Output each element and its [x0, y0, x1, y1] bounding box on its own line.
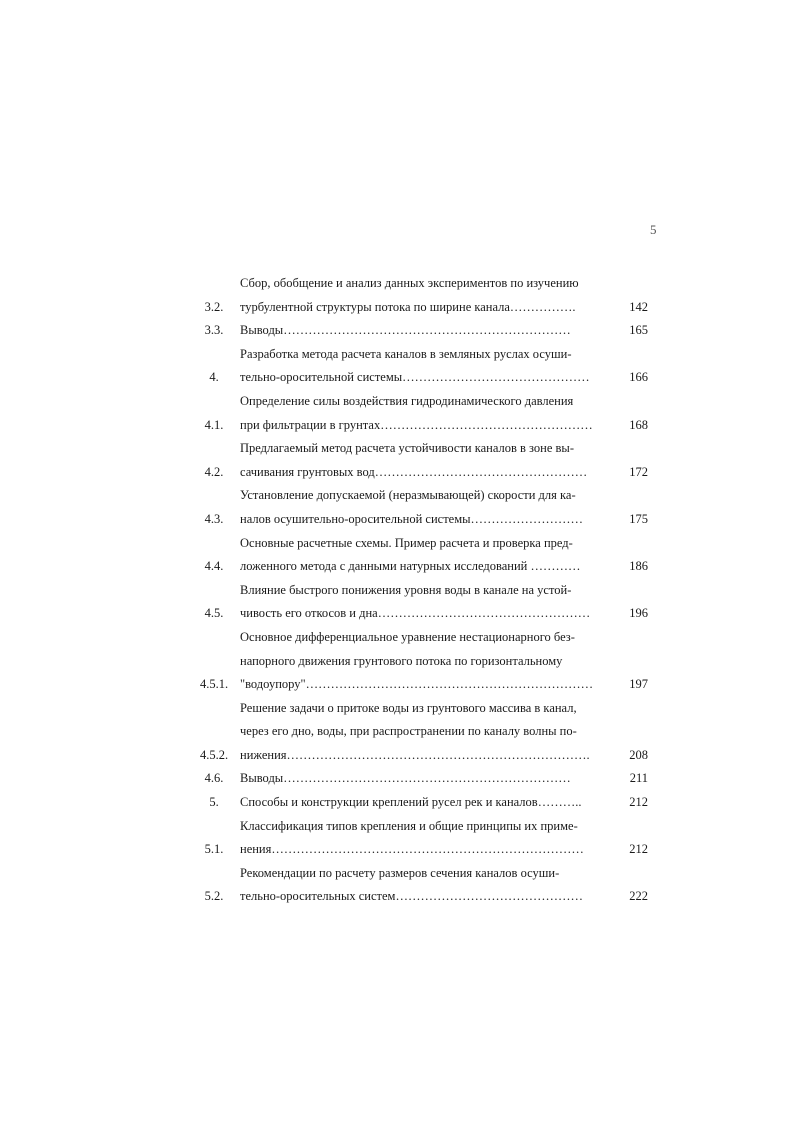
toc-entry	[188, 862, 648, 909]
toc-entry-number: 4.5.1.	[199, 677, 229, 692]
toc-entry-number: 4.2.	[204, 464, 224, 479]
toc-entry-page: 212	[629, 795, 648, 810]
toc-entry-text-line: Классификация типов крепления и общие принципы их приме-	[240, 818, 578, 833]
toc-entry	[188, 272, 648, 319]
page-number: 5	[650, 222, 657, 237]
toc-entry-number: 4.5.2.	[199, 747, 229, 762]
toc-entry-text-line: Способы и конструкции креплений русел рек и каналов………..	[240, 795, 582, 810]
table-of-contents	[188, 272, 648, 909]
toc-entry-page: 186	[629, 559, 648, 574]
toc-entry	[188, 815, 648, 862]
toc-entry	[188, 697, 648, 768]
toc-entry	[188, 437, 648, 484]
toc-entry-text-line: Сбор, обобщение и анализ данных экспериментов по изучению	[240, 276, 579, 290]
toc-entry-page: 168	[629, 417, 648, 432]
toc-entry-text-line: нижения……………………………………………………………….	[240, 747, 590, 762]
toc-entry-text-line: Установление допускаемой (неразмывающей) скорости для ка-	[240, 488, 576, 503]
toc-entry-text-line: Разработка метода расчета каналов в земляных руслах осуши-	[240, 346, 572, 361]
toc-entry-number: 4.	[209, 370, 219, 385]
toc-entry-page: 142	[629, 299, 648, 314]
toc-entry-page: 172	[629, 464, 648, 479]
toc-entry-number: 4.3.	[204, 511, 224, 526]
toc-entry-number: 5.2.	[204, 889, 224, 904]
toc-entry-page: 196	[629, 606, 648, 621]
toc-entry-text-line: "водоупору"……………………………………………………………	[240, 677, 594, 692]
toc-entry-text-line: тельно-оросительной системы………………………………………	[240, 370, 590, 385]
toc-entry-text-line: сачивания грунтовых вод……………………………………………	[240, 464, 588, 479]
toc-entry	[188, 343, 648, 390]
toc-entry-number: 5.1.	[204, 842, 224, 857]
toc-entry-number: 3.3.	[204, 323, 224, 338]
toc-entry	[188, 767, 648, 791]
toc-entry-page: 208	[629, 747, 648, 762]
toc-entry	[188, 579, 648, 626]
toc-entry-number: 4.1.	[204, 417, 224, 432]
toc-entry-text-line: напорного движения грунтового потока по горизонтальному	[240, 653, 563, 668]
toc-entry-text-line: чивость его откосов и дна……………………………………………	[240, 606, 591, 621]
toc-entry	[188, 484, 648, 531]
toc-entry-text-line: Выводы……………………………………………………………	[240, 771, 571, 786]
toc-entry-text-line: тельно-оросительных систем………………………………………	[240, 889, 583, 904]
toc-entry-text-line: Рекомендации по расчету размеров сечения каналов осуши-	[240, 865, 560, 880]
toc-entry	[188, 319, 648, 343]
toc-entry-text-line: Основные расчетные схемы. Пример расчета и проверка пред-	[240, 535, 573, 550]
toc-entry-text-line: Решение задачи о притоке воды из грунтового массива в канал,	[240, 700, 577, 715]
toc-entry-page: 166	[629, 370, 648, 385]
toc-entry	[188, 390, 648, 437]
toc-entry-text-line: Выводы……………………………………………………………	[240, 323, 571, 338]
toc-entry-text-line: через его дно, воды, при распространении по каналу волны по-	[240, 724, 577, 739]
toc-entry-page: 222	[629, 889, 648, 904]
toc-entry-number: 4.6.	[204, 771, 224, 786]
toc-entry-number: 4.4.	[204, 559, 224, 574]
toc-entry-text-line: Основное дифференциальное уравнение нестационарного без-	[240, 629, 575, 644]
toc-entry-page: 197	[629, 677, 648, 692]
toc-entry-page: 175	[629, 511, 648, 526]
toc-entry-number: 4.5.	[204, 606, 224, 621]
toc-entry-text-line: Определение силы воздействия гидродинамического давления	[240, 393, 574, 408]
toc-entry-text-line: налов осушительно-оросительной системы………………………	[240, 511, 584, 526]
toc-entry-text-line: ложенного метода с данными натурных исследований …………	[240, 559, 581, 574]
toc-entry	[188, 791, 648, 815]
toc-entry-page: 212	[629, 842, 648, 857]
toc-entry	[188, 532, 648, 579]
toc-entry-text-line: Влияние быстрого понижения уровня воды в канале на устой-	[240, 582, 572, 597]
toc-entry-text-line: турбулентной структуры потока по ширине канала…………….	[240, 299, 576, 314]
toc-entry-text-line: Предлагаемый метод расчета устойчивости каналов в зоне вы-	[240, 441, 574, 456]
toc-entry-page: 165	[629, 323, 648, 338]
toc-entry	[188, 626, 648, 697]
toc-entry-text-line: при фильтрации в грунтах……………………………………………	[240, 417, 593, 432]
toc-entry-text-line: нения…………………………………………………………………	[240, 842, 584, 857]
toc-entry-page: 211	[629, 771, 648, 786]
toc-entry-number: 3.2.	[204, 299, 224, 314]
toc-entry-number: 5.	[209, 795, 219, 810]
